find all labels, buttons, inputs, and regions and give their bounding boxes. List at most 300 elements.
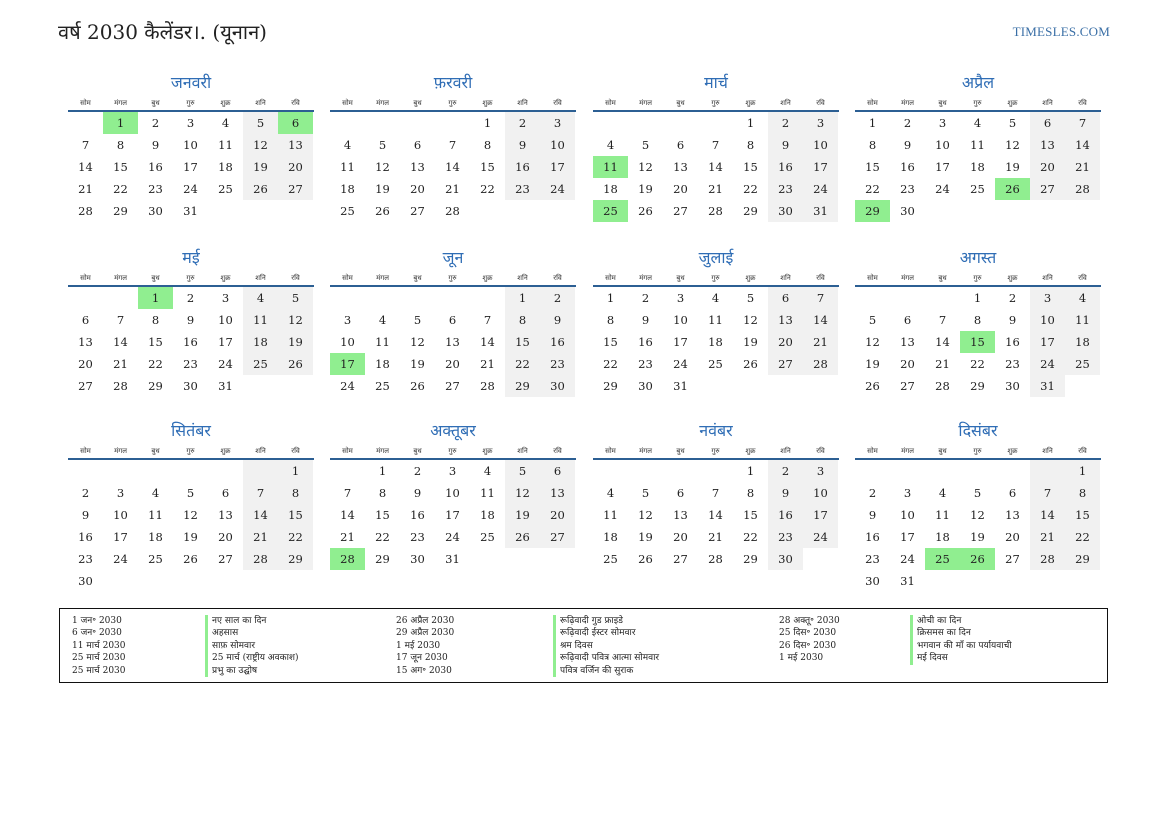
day-cell[interactable]: 8	[746, 138, 755, 152]
holiday-day-cell[interactable]: 1	[138, 287, 173, 309]
day-cell[interactable]: 27	[1030, 178, 1065, 200]
day-cell[interactable]: 30	[900, 204, 915, 218]
day-cell[interactable]: 20	[673, 530, 688, 544]
day-cell[interactable]: 1	[378, 464, 387, 478]
day-cell[interactable]: 30	[148, 204, 163, 218]
day-cell[interactable]: 5	[1008, 116, 1017, 130]
day-cell[interactable]: 28	[78, 204, 93, 218]
day-cell[interactable]: 20	[445, 357, 460, 371]
day-cell[interactable]: 14	[1030, 504, 1065, 526]
day-cell[interactable]: 7	[711, 138, 720, 152]
day-cell[interactable]: 13	[1005, 508, 1020, 522]
day-cell[interactable]: 17	[900, 530, 915, 544]
day-cell[interactable]: 31	[218, 379, 233, 393]
day-cell[interactable]: 11	[243, 309, 278, 331]
day-cell[interactable]: 6	[448, 313, 457, 327]
day-cell[interactable]: 11	[708, 313, 723, 327]
day-cell[interactable]: 13	[218, 508, 233, 522]
day-cell[interactable]: 20	[540, 504, 575, 526]
day-cell[interactable]: 16	[410, 508, 425, 522]
day-cell[interactable]: 11	[480, 486, 495, 500]
day-cell[interactable]: 20	[673, 182, 688, 196]
day-cell[interactable]: 4	[151, 486, 160, 500]
day-cell[interactable]: 25	[375, 379, 390, 393]
holiday-day-cell[interactable]: 1	[103, 112, 138, 134]
day-cell[interactable]: 15	[603, 335, 618, 349]
day-cell[interactable]: 13	[78, 335, 93, 349]
day-cell[interactable]: 31	[1030, 375, 1065, 397]
day-cell[interactable]: 8	[746, 486, 755, 500]
day-cell[interactable]: 8	[1065, 482, 1100, 504]
day-cell[interactable]: 22	[278, 526, 313, 548]
day-cell[interactable]: 6	[221, 486, 230, 500]
day-cell[interactable]: 3	[221, 291, 230, 305]
day-cell[interactable]: 30	[1005, 379, 1020, 393]
day-cell[interactable]: 21	[243, 526, 278, 548]
day-cell[interactable]: 6	[1008, 486, 1017, 500]
day-cell[interactable]: 13	[673, 160, 688, 174]
day-cell[interactable]: 25	[148, 552, 163, 566]
day-cell[interactable]: 5	[505, 460, 540, 482]
day-cell[interactable]: 24	[113, 552, 128, 566]
day-cell[interactable]: 22	[970, 357, 985, 371]
day-cell[interactable]: 8	[483, 138, 492, 152]
day-cell[interactable]: 16	[768, 504, 803, 526]
day-cell[interactable]: 30	[638, 379, 653, 393]
day-cell[interactable]: 19	[865, 357, 880, 371]
day-cell[interactable]: 14	[708, 508, 723, 522]
day-cell[interactable]: 26	[638, 552, 653, 566]
day-cell[interactable]: 6	[768, 287, 803, 309]
day-cell[interactable]: 26	[638, 204, 653, 218]
day-cell[interactable]: 28	[480, 379, 495, 393]
day-cell[interactable]: 6	[676, 138, 685, 152]
day-cell[interactable]: 4	[606, 138, 615, 152]
day-cell[interactable]: 2	[151, 116, 160, 130]
day-cell[interactable]: 20	[900, 357, 915, 371]
day-cell[interactable]: 28	[708, 204, 723, 218]
day-cell[interactable]: 6	[540, 460, 575, 482]
day-cell[interactable]: 25	[340, 204, 355, 218]
holiday-day-cell[interactable]: 6	[278, 112, 313, 134]
day-cell[interactable]: 22	[375, 530, 390, 544]
day-cell[interactable]: 16	[638, 335, 653, 349]
day-cell[interactable]: 7	[483, 313, 492, 327]
holiday-day-cell[interactable]: 15	[960, 331, 995, 353]
day-cell[interactable]: 9	[81, 508, 90, 522]
day-cell[interactable]: 11	[603, 508, 618, 522]
day-cell[interactable]: 28	[1065, 178, 1100, 200]
day-cell[interactable]: 13	[410, 160, 425, 174]
day-cell[interactable]: 21	[708, 182, 723, 196]
day-cell[interactable]: 12	[410, 335, 425, 349]
holiday-day-cell[interactable]: 11	[593, 156, 628, 178]
day-cell[interactable]: 19	[183, 530, 198, 544]
day-cell[interactable]: 15	[865, 160, 880, 174]
day-cell[interactable]: 16	[768, 156, 803, 178]
day-cell[interactable]: 5	[278, 287, 313, 309]
day-cell[interactable]: 21	[113, 357, 128, 371]
day-cell[interactable]: 15	[743, 508, 758, 522]
day-cell[interactable]: 20	[278, 156, 313, 178]
day-cell[interactable]: 24	[540, 178, 575, 200]
day-cell[interactable]: 14	[708, 160, 723, 174]
day-cell[interactable]: 27	[1005, 552, 1020, 566]
day-cell[interactable]: 16	[540, 331, 575, 353]
day-cell[interactable]: 29	[113, 204, 128, 218]
day-cell[interactable]: 13	[278, 134, 313, 156]
day-cell[interactable]: 10	[113, 508, 128, 522]
day-cell[interactable]: 11	[970, 138, 985, 152]
day-cell[interactable]: 21	[480, 357, 495, 371]
day-cell[interactable]: 13	[900, 335, 915, 349]
day-cell[interactable]: 31	[803, 200, 838, 222]
day-cell[interactable]: 23	[865, 552, 880, 566]
day-cell[interactable]: 12	[638, 160, 653, 174]
day-cell[interactable]: 9	[186, 313, 195, 327]
day-cell[interactable]: 14	[340, 508, 355, 522]
day-cell[interactable]: 1	[973, 291, 982, 305]
day-cell[interactable]: 21	[935, 357, 950, 371]
day-cell[interactable]: 12	[375, 160, 390, 174]
day-cell[interactable]: 6	[81, 313, 90, 327]
day-cell[interactable]: 10	[935, 138, 950, 152]
day-cell[interactable]: 30	[768, 548, 803, 570]
day-cell[interactable]: 21	[708, 530, 723, 544]
day-cell[interactable]: 14	[1065, 134, 1100, 156]
day-cell[interactable]: 24	[218, 357, 233, 371]
day-cell[interactable]: 27	[768, 353, 803, 375]
day-cell[interactable]: 25	[480, 530, 495, 544]
day-cell[interactable]: 4	[711, 291, 720, 305]
day-cell[interactable]: 11	[218, 138, 233, 152]
day-cell[interactable]: 15	[480, 160, 495, 174]
holiday-day-cell[interactable]: 17	[330, 353, 365, 375]
day-cell[interactable]: 27	[445, 379, 460, 393]
day-cell[interactable]: 22	[480, 182, 495, 196]
day-cell[interactable]: 13	[540, 482, 575, 504]
day-cell[interactable]: 3	[448, 464, 457, 478]
day-cell[interactable]: 22	[743, 182, 758, 196]
day-cell[interactable]: 22	[113, 182, 128, 196]
day-cell[interactable]: 27	[78, 379, 93, 393]
day-cell[interactable]: 15	[148, 335, 163, 349]
day-cell[interactable]: 25	[218, 182, 233, 196]
day-cell[interactable]: 10	[340, 335, 355, 349]
day-cell[interactable]: 25	[603, 552, 618, 566]
day-cell[interactable]: 29	[743, 204, 758, 218]
day-cell[interactable]: 22	[603, 357, 618, 371]
day-cell[interactable]: 27	[278, 178, 313, 200]
day-cell[interactable]: 20	[78, 357, 93, 371]
day-cell[interactable]: 12	[638, 508, 653, 522]
day-cell[interactable]: 9	[1008, 313, 1017, 327]
day-cell[interactable]: 5	[973, 486, 982, 500]
day-cell[interactable]: 9	[413, 486, 422, 500]
day-cell[interactable]: 22	[505, 353, 540, 375]
day-cell[interactable]: 14	[78, 160, 93, 174]
day-cell[interactable]: 2	[186, 291, 195, 305]
day-cell[interactable]: 12	[278, 309, 313, 331]
day-cell[interactable]: 8	[505, 309, 540, 331]
day-cell[interactable]: 6	[676, 486, 685, 500]
day-cell[interactable]: 15	[1065, 504, 1100, 526]
day-cell[interactable]: 28	[113, 379, 128, 393]
day-cell[interactable]: 19	[243, 156, 278, 178]
day-cell[interactable]: 8	[378, 486, 387, 500]
day-cell[interactable]: 5	[413, 313, 422, 327]
day-cell[interactable]: 18	[218, 160, 233, 174]
day-cell[interactable]: 29	[148, 379, 163, 393]
day-cell[interactable]: 15	[743, 160, 758, 174]
day-cell[interactable]: 2	[768, 460, 803, 482]
day-cell[interactable]: 20	[218, 530, 233, 544]
day-cell[interactable]: 9	[151, 138, 160, 152]
holiday-day-cell[interactable]: 26	[995, 178, 1030, 200]
day-cell[interactable]: 24	[803, 526, 838, 548]
day-cell[interactable]: 30	[183, 379, 198, 393]
day-cell[interactable]: 2	[641, 291, 650, 305]
day-cell[interactable]: 19	[410, 357, 425, 371]
site-link[interactable]: TIMESLES.COM	[1012, 24, 1110, 39]
day-cell[interactable]: 16	[78, 530, 93, 544]
day-cell[interactable]: 21	[803, 331, 838, 353]
day-cell[interactable]: 14	[243, 504, 278, 526]
day-cell[interactable]: 10	[803, 134, 838, 156]
day-cell[interactable]: 11	[935, 508, 950, 522]
day-cell[interactable]: 18	[243, 331, 278, 353]
day-cell[interactable]: 26	[505, 526, 540, 548]
day-cell[interactable]: 17	[673, 335, 688, 349]
day-cell[interactable]: 26	[183, 552, 198, 566]
day-cell[interactable]: 19	[505, 504, 540, 526]
day-cell[interactable]: 4	[606, 486, 615, 500]
day-cell[interactable]: 17	[445, 508, 460, 522]
day-cell[interactable]: 17	[935, 160, 950, 174]
day-cell[interactable]: 22	[1065, 526, 1100, 548]
day-cell[interactable]: 7	[1065, 112, 1100, 134]
day-cell[interactable]: 3	[676, 291, 685, 305]
day-cell[interactable]: 14	[113, 335, 128, 349]
day-cell[interactable]: 28	[803, 353, 838, 375]
day-cell[interactable]: 9	[768, 134, 803, 156]
day-cell[interactable]: 15	[375, 508, 390, 522]
day-cell[interactable]: 8	[868, 138, 877, 152]
day-cell[interactable]: 29	[375, 552, 390, 566]
day-cell[interactable]: 7	[803, 287, 838, 309]
day-cell[interactable]: 17	[218, 335, 233, 349]
day-cell[interactable]: 30	[768, 200, 803, 222]
day-cell[interactable]: 2	[903, 116, 912, 130]
day-cell[interactable]: 18	[148, 530, 163, 544]
day-cell[interactable]: 1	[483, 116, 492, 130]
day-cell[interactable]: 27	[673, 204, 688, 218]
day-cell[interactable]: 9	[903, 138, 912, 152]
day-cell[interactable]: 7	[938, 313, 947, 327]
day-cell[interactable]: 13	[1030, 134, 1065, 156]
day-cell[interactable]: 4	[1065, 287, 1100, 309]
day-cell[interactable]: 10	[900, 508, 915, 522]
day-cell[interactable]: 4	[378, 313, 387, 327]
day-cell[interactable]: 21	[1030, 526, 1065, 548]
day-cell[interactable]: 2	[413, 464, 422, 478]
day-cell[interactable]: 24	[673, 357, 688, 371]
day-cell[interactable]: 14	[803, 309, 838, 331]
day-cell[interactable]: 27	[540, 526, 575, 548]
day-cell[interactable]: 17	[183, 160, 198, 174]
day-cell[interactable]: 2	[81, 486, 90, 500]
day-cell[interactable]: 16	[505, 156, 540, 178]
day-cell[interactable]: 30	[410, 552, 425, 566]
day-cell[interactable]: 4	[938, 486, 947, 500]
day-cell[interactable]: 28	[708, 552, 723, 566]
day-cell[interactable]: 20	[768, 331, 803, 353]
day-cell[interactable]: 1	[746, 116, 755, 130]
day-cell[interactable]: 9	[868, 508, 877, 522]
day-cell[interactable]: 1	[1065, 460, 1100, 482]
day-cell[interactable]: 22	[743, 530, 758, 544]
day-cell[interactable]: 6	[1030, 112, 1065, 134]
day-cell[interactable]: 1	[868, 116, 877, 130]
day-cell[interactable]: 8	[151, 313, 160, 327]
day-cell[interactable]: 22	[148, 357, 163, 371]
day-cell[interactable]: 10	[183, 138, 198, 152]
day-cell[interactable]: 29	[970, 379, 985, 393]
day-cell[interactable]: 26	[243, 178, 278, 200]
day-cell[interactable]: 5	[243, 112, 278, 134]
holiday-day-cell[interactable]: 25	[593, 200, 628, 222]
holiday-day-cell[interactable]: 25	[925, 548, 960, 570]
day-cell[interactable]: 30	[540, 375, 575, 397]
day-cell[interactable]: 3	[803, 112, 838, 134]
day-cell[interactable]: 5	[868, 313, 877, 327]
day-cell[interactable]: 13	[673, 508, 688, 522]
day-cell[interactable]: 18	[603, 530, 618, 544]
day-cell[interactable]: 19	[375, 182, 390, 196]
day-cell[interactable]: 4	[243, 287, 278, 309]
day-cell[interactable]: 3	[186, 116, 195, 130]
day-cell[interactable]: 31	[900, 574, 915, 588]
day-cell[interactable]: 10	[445, 486, 460, 500]
day-cell[interactable]: 4	[483, 464, 492, 478]
day-cell[interactable]: 19	[743, 335, 758, 349]
day-cell[interactable]: 15	[505, 331, 540, 353]
day-cell[interactable]: 3	[903, 486, 912, 500]
day-cell[interactable]: 19	[638, 530, 653, 544]
day-cell[interactable]: 20	[1030, 156, 1065, 178]
day-cell[interactable]: 27	[218, 552, 233, 566]
day-cell[interactable]: 2	[768, 112, 803, 134]
holiday-day-cell[interactable]: 26	[960, 548, 995, 570]
day-cell[interactable]: 15	[278, 504, 313, 526]
day-cell[interactable]: 3	[938, 116, 947, 130]
day-cell[interactable]: 2	[1008, 291, 1017, 305]
day-cell[interactable]: 26	[865, 379, 880, 393]
day-cell[interactable]: 9	[540, 309, 575, 331]
day-cell[interactable]: 18	[708, 335, 723, 349]
day-cell[interactable]: 19	[278, 331, 313, 353]
day-cell[interactable]: 1	[505, 287, 540, 309]
day-cell[interactable]: 7	[1030, 482, 1065, 504]
day-cell[interactable]: 7	[81, 138, 90, 152]
day-cell[interactable]: 27	[673, 552, 688, 566]
day-cell[interactable]: 16	[183, 335, 198, 349]
day-cell[interactable]: 14	[445, 160, 460, 174]
day-cell[interactable]: 11	[340, 160, 355, 174]
day-cell[interactable]: 27	[900, 379, 915, 393]
day-cell[interactable]: 5	[641, 486, 650, 500]
day-cell[interactable]: 10	[218, 313, 233, 327]
day-cell[interactable]: 26	[375, 204, 390, 218]
day-cell[interactable]: 24	[935, 182, 950, 196]
day-cell[interactable]: 29	[603, 379, 618, 393]
day-cell[interactable]: 29	[743, 552, 758, 566]
day-cell[interactable]: 23	[540, 353, 575, 375]
day-cell[interactable]: 25	[970, 182, 985, 196]
day-cell[interactable]: 24	[340, 379, 355, 393]
day-cell[interactable]: 10	[540, 134, 575, 156]
day-cell[interactable]: 2	[505, 112, 540, 134]
day-cell[interactable]: 11	[375, 335, 390, 349]
day-cell[interactable]: 23	[768, 526, 803, 548]
day-cell[interactable]: 5	[186, 486, 195, 500]
day-cell[interactable]: 14	[935, 335, 950, 349]
day-cell[interactable]: 5	[641, 138, 650, 152]
day-cell[interactable]: 20	[410, 182, 425, 196]
day-cell[interactable]: 12	[505, 482, 540, 504]
day-cell[interactable]: 13	[445, 335, 460, 349]
day-cell[interactable]: 11	[148, 508, 163, 522]
day-cell[interactable]: 21	[78, 182, 93, 196]
day-cell[interactable]: 7	[711, 486, 720, 500]
day-cell[interactable]: 18	[480, 508, 495, 522]
day-cell[interactable]: 31	[183, 204, 198, 218]
day-cell[interactable]: 4	[973, 116, 982, 130]
day-cell[interactable]: 15	[113, 160, 128, 174]
day-cell[interactable]: 3	[1030, 287, 1065, 309]
day-cell[interactable]: 17	[803, 504, 838, 526]
day-cell[interactable]: 3	[116, 486, 125, 500]
day-cell[interactable]: 7	[343, 486, 352, 500]
day-cell[interactable]: 12	[970, 508, 985, 522]
day-cell[interactable]: 7	[243, 482, 278, 504]
day-cell[interactable]: 27	[410, 204, 425, 218]
day-cell[interactable]: 18	[375, 357, 390, 371]
day-cell[interactable]: 18	[340, 182, 355, 196]
day-cell[interactable]: 24	[445, 530, 460, 544]
day-cell[interactable]: 25	[708, 357, 723, 371]
day-cell[interactable]: 18	[1065, 331, 1100, 353]
day-cell[interactable]: 2	[540, 287, 575, 309]
day-cell[interactable]: 29	[1065, 548, 1100, 570]
day-cell[interactable]: 29	[278, 548, 313, 570]
day-cell[interactable]: 16	[900, 160, 915, 174]
day-cell[interactable]: 4	[343, 138, 352, 152]
day-cell[interactable]: 18	[935, 530, 950, 544]
day-cell[interactable]: 10	[803, 482, 838, 504]
day-cell[interactable]: 25	[1065, 353, 1100, 375]
day-cell[interactable]: 28	[445, 204, 460, 218]
holiday-day-cell[interactable]: 29	[855, 200, 890, 222]
day-cell[interactable]: 9	[768, 482, 803, 504]
day-cell[interactable]: 8	[116, 138, 125, 152]
day-cell[interactable]: 19	[1005, 160, 1020, 174]
day-cell[interactable]: 25	[243, 353, 278, 375]
day-cell[interactable]: 28	[1030, 548, 1065, 570]
day-cell[interactable]: 9	[505, 134, 540, 156]
day-cell[interactable]: 4	[221, 116, 230, 130]
day-cell[interactable]: 17	[803, 156, 838, 178]
